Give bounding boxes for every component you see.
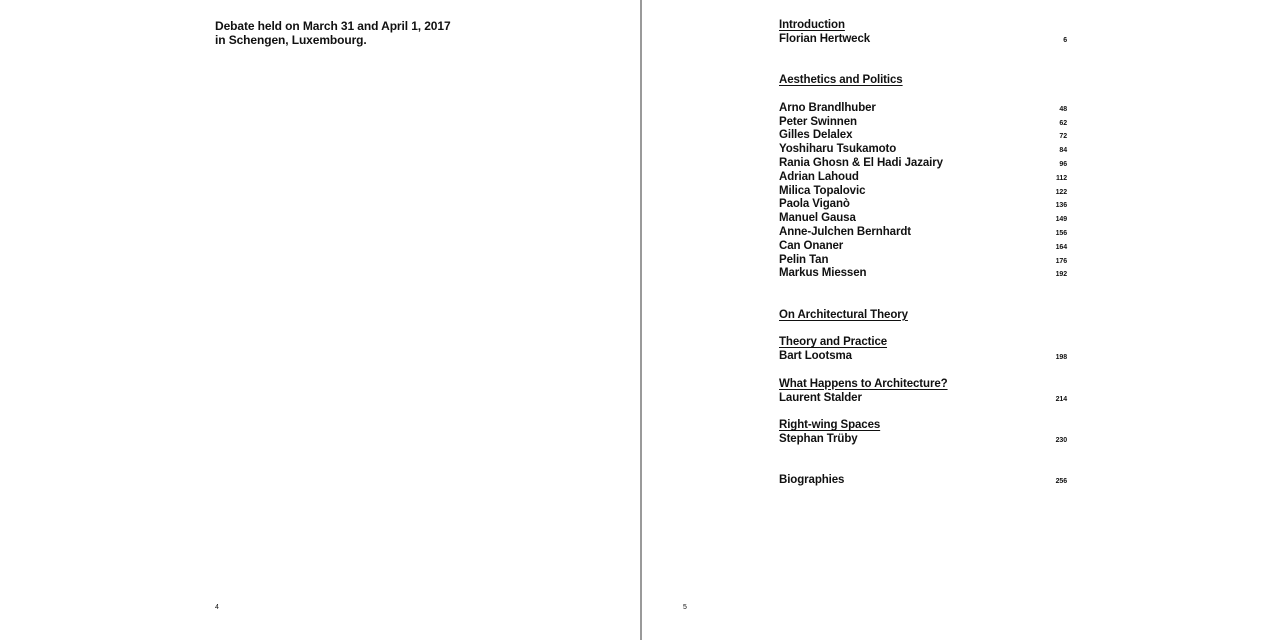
page-number-right: 5 bbox=[683, 604, 687, 611]
toc-entry bbox=[779, 171, 1069, 185]
toc-biographies-label: Biographies bbox=[779, 474, 845, 487]
toc-page-number: 62 bbox=[1059, 119, 1067, 127]
table-of-contents bbox=[779, 19, 1069, 488]
toc-author: Paola Viganò bbox=[779, 198, 850, 211]
toc-page-number: 48 bbox=[1059, 105, 1067, 113]
toc-heading-aesthetics: Aesthetics and Politics bbox=[779, 74, 903, 87]
toc-author: Bart Lootsma bbox=[779, 350, 852, 363]
toc-entry bbox=[779, 392, 1069, 406]
toc-entry bbox=[779, 226, 1069, 240]
toc-page-number: 6 bbox=[1063, 36, 1067, 44]
toc-page-number: 164 bbox=[1055, 243, 1067, 251]
toc-author: Rania Ghosn & El Hadi Jazairy bbox=[779, 156, 943, 169]
right-page bbox=[642, 0, 1280, 640]
toc-author: Arno Brandlhuber bbox=[779, 101, 876, 114]
toc-entry bbox=[779, 267, 1069, 281]
toc-entry-biographies bbox=[779, 474, 1069, 488]
toc-entry bbox=[779, 143, 1069, 157]
toc-page-number: 72 bbox=[1059, 133, 1067, 141]
toc-entry bbox=[779, 157, 1069, 171]
toc-page-number: 112 bbox=[1056, 174, 1067, 182]
toc-entry bbox=[779, 254, 1069, 268]
toc-page-number: 176 bbox=[1055, 257, 1067, 265]
toc-author: Markus Miessen bbox=[779, 267, 867, 280]
toc-entry bbox=[779, 33, 1069, 47]
toc-subheading: What Happens to Architecture? bbox=[779, 377, 948, 390]
colophon-line: Debate held on March 31 and April 1, 2017 bbox=[215, 19, 451, 33]
toc-page-number: 156 bbox=[1055, 229, 1067, 237]
colophon bbox=[215, 19, 451, 47]
toc-entry bbox=[779, 198, 1069, 212]
toc-heading-introduction: Introduction bbox=[779, 19, 845, 31]
toc-author: Laurent Stalder bbox=[779, 391, 862, 404]
toc-author: Anne-Julchen Bernhardt bbox=[779, 225, 911, 238]
page-number-left: 4 bbox=[215, 604, 219, 611]
toc-subheading: Theory and Practice bbox=[779, 336, 888, 349]
toc-page-number: 192 bbox=[1055, 271, 1067, 279]
toc-entry bbox=[779, 102, 1069, 116]
toc-entry bbox=[779, 185, 1069, 199]
toc-author: Pelin Tan bbox=[779, 253, 829, 266]
toc-author: Manuel Gausa bbox=[779, 212, 856, 225]
toc-entry bbox=[779, 116, 1069, 130]
toc-author: Milica Topalovic bbox=[779, 184, 866, 197]
toc-entry bbox=[779, 240, 1069, 254]
toc-author: Can Onaner bbox=[779, 239, 844, 252]
toc-page-number: 136 bbox=[1055, 202, 1067, 210]
toc-entry bbox=[779, 129, 1069, 143]
toc-heading-theory: On Architectural Theory bbox=[779, 308, 908, 321]
toc-page-number: 230 bbox=[1055, 436, 1067, 444]
colophon-line: in Schengen, Luxembourg. bbox=[215, 33, 367, 47]
toc-page-number: 149 bbox=[1055, 216, 1067, 224]
toc-entry bbox=[779, 350, 1069, 364]
toc-author: Peter Swinnen bbox=[779, 115, 857, 128]
toc-author: Adrian Lahoud bbox=[779, 170, 859, 183]
toc-page-number: 96 bbox=[1059, 160, 1067, 168]
toc-page-number: 84 bbox=[1059, 147, 1067, 155]
toc-author: Gilles Delalex bbox=[779, 129, 853, 142]
toc-author: Stephan Trüby bbox=[779, 432, 858, 445]
toc-entry bbox=[779, 212, 1069, 226]
toc-author: Yoshiharu Tsukamoto bbox=[779, 143, 897, 156]
toc-subheading: Right-wing Spaces bbox=[779, 419, 881, 432]
toc-page-number: 214 bbox=[1055, 395, 1067, 403]
toc-author: Florian Hertweck bbox=[779, 32, 871, 45]
toc-page-number: 256 bbox=[1055, 478, 1067, 486]
toc-page-number: 122 bbox=[1055, 188, 1067, 196]
toc-page-number: 198 bbox=[1055, 354, 1067, 362]
toc-entry bbox=[779, 433, 1069, 447]
